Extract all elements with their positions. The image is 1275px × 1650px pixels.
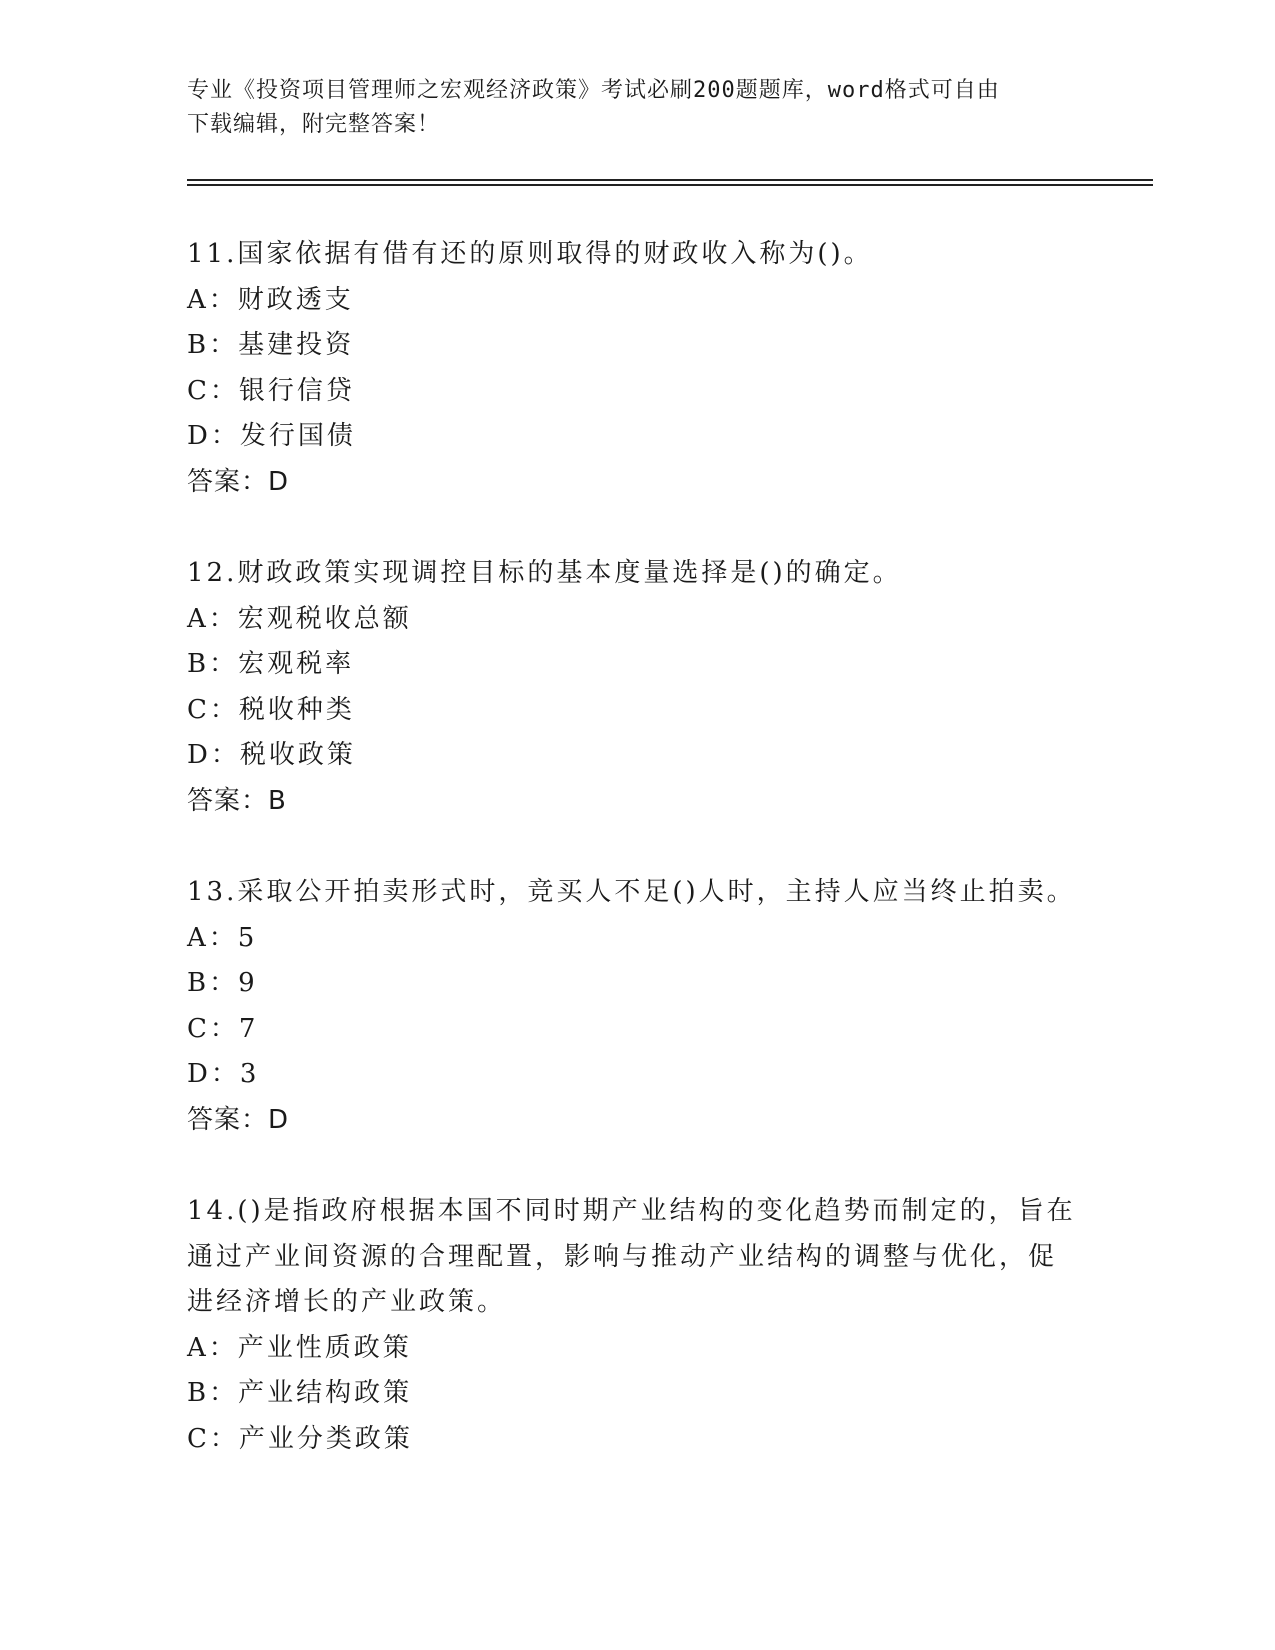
option-c: C：产业分类政策 <box>187 1423 413 1454</box>
option-b: B：基建投资 <box>187 330 355 360</box>
option-c: C：银行信贷 <box>187 375 355 406</box>
document-header <box>187 74 1087 142</box>
option-a: A：产业性质政策 <box>187 1332 412 1363</box>
option-d: D：税收政策 <box>187 740 356 770</box>
option-a: A：宏观税收总额 <box>187 603 412 634</box>
option-d: D：发行国债 <box>187 421 356 451</box>
question-13 <box>187 870 1087 1143</box>
answer-line: 答案：D <box>187 1104 290 1135</box>
question-12 <box>187 551 1087 824</box>
header-divider-top <box>187 179 1153 181</box>
question-stem: 11.国家依据有借有还的原则取得的财政收入称为()。 <box>187 239 873 269</box>
question-11 <box>187 232 1087 505</box>
option-d: D：3 <box>187 1059 260 1089</box>
question-14 <box>187 1189 1087 1462</box>
header-divider-bottom <box>187 184 1153 186</box>
option-a: A：5 <box>187 922 258 953</box>
option-b: B：产业结构政策 <box>187 1378 413 1408</box>
option-a: A：财政透支 <box>187 284 354 315</box>
answer-line: 答案：B <box>187 785 287 816</box>
header-line-1: 专业《投资项目管理师之宏观经济政策》考试必刷200题题库，word格式可自由 <box>187 78 1000 103</box>
header-line-2: 下载编辑，附完整答案！ <box>187 112 441 137</box>
option-c: C：7 <box>187 1013 259 1044</box>
question-stem: 12.财政政策实现调控目标的基本度量选择是()的确定。 <box>187 558 902 588</box>
question-stem-line-1: 14.()是指政府根据本国不同时期产业结构的变化趋势而制定的，旨在 <box>187 1196 1076 1226</box>
question-list <box>187 232 1087 1508</box>
option-b: B：9 <box>187 968 258 998</box>
answer-line: 答案：D <box>187 466 290 497</box>
question-stem: 13.采取公开拍卖形式时，竞买人不足()人时，主持人应当终止拍卖。 <box>187 877 1076 907</box>
option-b: B：宏观税率 <box>187 649 355 679</box>
option-c: C：税收种类 <box>187 694 355 725</box>
question-stem-line-2: 通过产业间资源的合理配置，影响与推动产业结构的调整与优化，促 <box>187 1241 1058 1272</box>
question-stem-line-3: 进经济增长的产业政策。 <box>187 1287 507 1317</box>
